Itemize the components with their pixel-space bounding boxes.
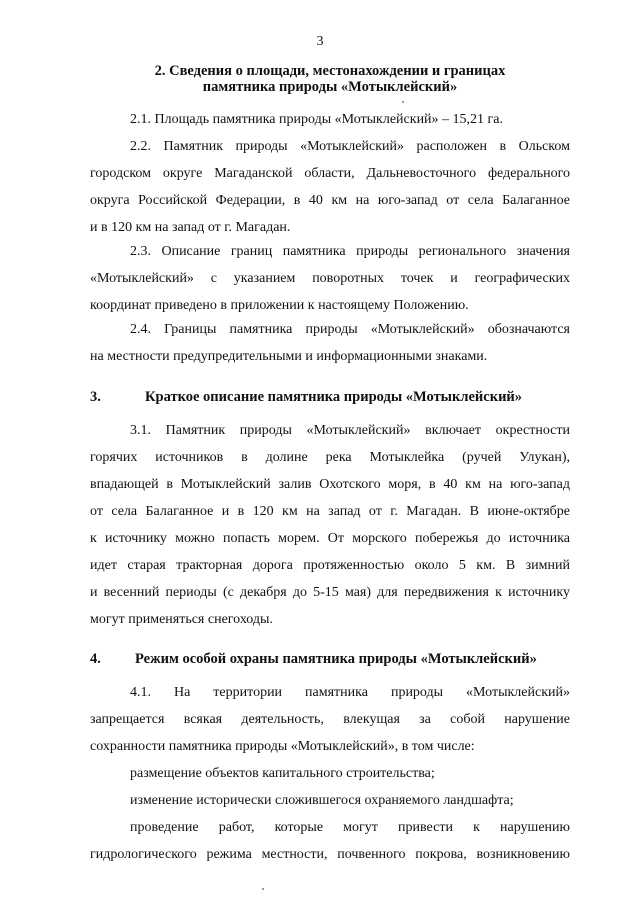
- list-item: изменение исторически сложившегося охраняемого ландшафта;: [130, 793, 514, 808]
- paragraph-line: 3.1. Памятник природы «Мотыклейский» включает окрестности: [130, 423, 570, 438]
- page-number: 3: [316, 34, 324, 49]
- paragraph-2-3: [90, 238, 570, 319]
- list-item: размещение объектов капитального строительства;: [130, 766, 435, 781]
- paragraph-line: идет старая тракторная дорога протяженностью около 5 км. В зимний: [90, 558, 570, 573]
- paragraph-line: округа Российской Федерации, в 40 км на юго-запад от села Балаганное: [90, 193, 570, 208]
- paragraph-4-1: [90, 679, 570, 760]
- paragraph-line: гидрологического режима местности, почвенного покрова, возникновению: [90, 847, 570, 862]
- scan-speck: [402, 101, 404, 103]
- paragraph-line: от села Балаганное и в 120 км на запад от г. Магадан. В июне-октябре: [90, 504, 570, 519]
- paragraph-2-2: [90, 133, 570, 241]
- paragraph-line: 2.3. Описание границ памятника природы регионального значения: [130, 244, 570, 259]
- paragraph-line: на местности предупредительными и информационными знаками.: [90, 349, 488, 364]
- section-4-number: 4.: [90, 651, 101, 667]
- paragraph-2-1: [90, 106, 570, 133]
- paragraph-line: горячих источников в долине река Мотыклейка (ручей Улукан),: [90, 450, 570, 465]
- paragraph-3-1: [90, 417, 570, 633]
- section-2-title-line-1: 2. Сведения о площади, местонахождении и границах: [154, 63, 506, 79]
- paragraph-line: 2.2. Памятник природы «Мотыклейский» расположен в Ольском: [130, 139, 570, 154]
- paragraph-line: городском округе Магаданской области, Дальневосточного федерального: [90, 166, 570, 181]
- paragraph-line: и весенний периоды (с декабря до 5-15 мая) для передвижения к источнику: [90, 585, 570, 600]
- section-2-title: [80, 63, 580, 95]
- paragraph-line: сохранности памятника природы «Мотыклейский», в том числе:: [90, 739, 475, 754]
- scan-speck: [262, 888, 264, 890]
- paragraph-line: 2.4. Границы памятника природы «Мотыклейский» обозначаются: [130, 322, 570, 337]
- section-2-title-line-2: памятника природы «Мотыклейский»: [202, 79, 458, 95]
- paragraph-line: запрещается всякая деятельность, влекущая за собой нарушение: [90, 712, 570, 727]
- section-3-title: Краткое описание памятника природы «Мотыклейский»: [145, 389, 523, 405]
- paragraph-2-4: [90, 316, 570, 370]
- section-3-number: 3.: [90, 389, 101, 405]
- paragraph-4-1-continued: [90, 814, 570, 868]
- restriction-list: [90, 760, 570, 814]
- paragraph-line: к источнику можно попасть морем. От морского побережья до источника: [90, 531, 570, 546]
- paragraph-line: могут применяться снегоходы.: [90, 612, 273, 627]
- paragraph-line: и в 120 км на запад от г. Магадан.: [90, 220, 291, 235]
- paragraph-line: проведение работ, которые могут привести к нарушению: [130, 820, 570, 835]
- paragraph-line: 4.1. На территории памятника природы «Мотыклейский»: [130, 685, 570, 700]
- paragraph-line: 2.1. Площадь памятника природы «Мотыклейский» – 15,21 га.: [130, 112, 504, 127]
- paragraph-line: впадающей в Мотыклейский залив Охотского моря, в 40 км на юго-запад: [90, 477, 570, 492]
- paragraph-line: координат приведено в приложении к настоящему Положению.: [90, 298, 469, 313]
- section-4-title: Режим особой охраны памятника природы «Мотыклейский»: [135, 651, 537, 667]
- paragraph-line: «Мотыклейский» с указанием поворотных точек и географических: [90, 271, 570, 286]
